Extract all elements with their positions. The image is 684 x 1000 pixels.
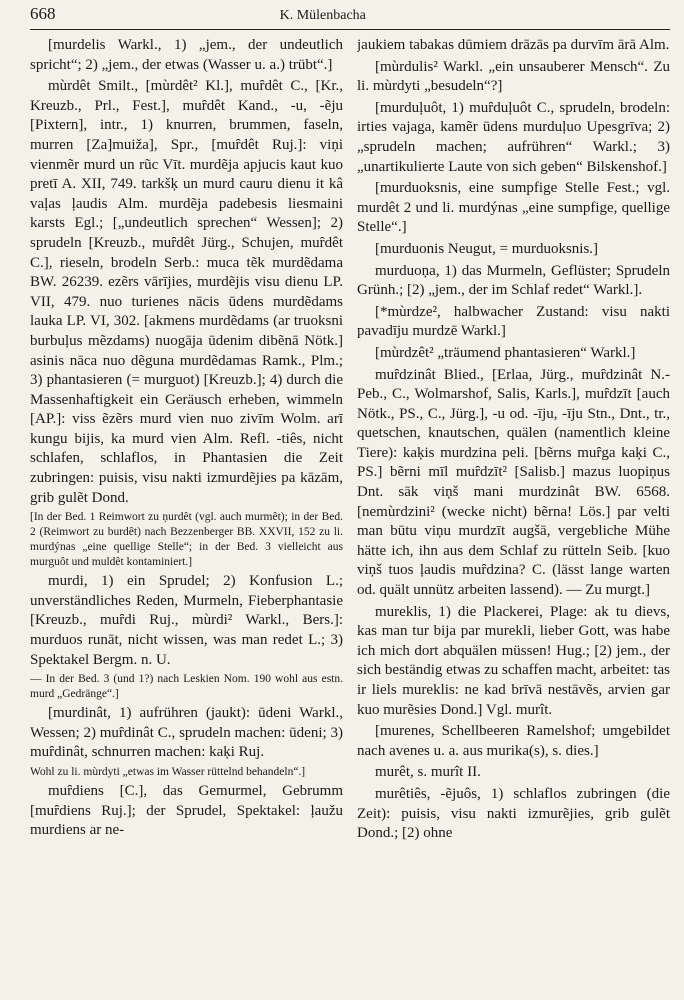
etymology-note-murdet: [In der Bed. 1 Reimwort zu ņurdêt (vgl. auch murmêt); in der Bed. 2 (Reimwort zu burdêt) nach Bezzenberger BB. XXVII, 152 zu li. murdýnas „eine quellige Stelle“; in der Bed. 3 vielleicht aus murguôt und muldêt kontaminiert.] bbox=[30, 511, 343, 569]
page-header bbox=[30, 4, 670, 30]
left-column bbox=[30, 36, 343, 996]
entry-murdzinat: muȓdzinât Blied., [Erlaa, Jürg., muȓdzinât N.-Peb., C., Wolmarshof, Salis, Karls.], muȓdzīt [auch Nötk., PS., C., Jürg.], -u od. -īju, -īju Stn., Dnt., tr., quetschen, knautschen, quälen (namentlich kleine Tiere): kaķis murdzina peli. [bẽrns muȓga kaķi C., PS.] bẽrni mīl muȓdzīt² [Salisb.] mazus luopiņus Dnt. sāk viņš mani murdzinât BW. 6568. [nemùrdzini² (wecke nicht) bẽrna! Lös.] par velti man būtu viņu murdzīt augšā, vergebliche Mühe hätte ich, ihn aus dem Schlaf zu rütteln Seib. [kuo viņš tuos ļaudis muȓdzina? C. (lässt lange warten od. quält unnütz arbeiten lassend). — Zu murgt.] bbox=[357, 366, 670, 599]
page-number: 668 bbox=[30, 4, 56, 23]
entry-murdzet: [mùrdzêt² „träumend phantasieren“ Warkl.] bbox=[375, 344, 636, 361]
entry-mureklis: mureklis, 1) die Plackerei, Plage: ak tu dievs, kas man tur bija par murekli, lieber Gott, was habe ich mich dort abquälen müssen! Hug.; [2) jem., der sich beständig etwas zu schaffen macht, arbeitet: tas ir liels mureklis: ne kad brīvā nestāvẽs, arvien gar kuo murẽsies Dond.] Vgl. murît. bbox=[357, 603, 670, 718]
entry-murdinat: [murdinât, 1) aufrühren (jaukt): ūdeni Warkl., Wessen; 2) muȓdinât C., sprudeln machen: ūdeni; 3) muȓdinât, schnurren machen: kaķi Ruj. bbox=[30, 705, 343, 761]
entry-murdet: mùrdêt Smilt., [mùrdêt² Kl.], muȓdêt C., [Kr., Kreuzb., Prl., Fest.], muȓdêt Kand., -u, -ẽju [Pixtern], intr., 1) knurren, brummen, faseln, murren [Za]muiža], Spr., [muȓdêt Ruj.]: viņi vienmẽr murd un rũc Vīt. murdẽja apjucis kaut kuo pretī A. XII, 749. tarkšķ un murd cauru dienu it kâ vaļas ļaudis Alm. murdẽja padebesis liesmaini karsts Egl.; [„undeutlich sprechen“ Wessen]; 2) sprudeln [Kreuzb., muȓdêt Jürg., Schujen, muȓdêt C.], rieseln, brodeln Serb.: muca tẽk murdẽdama BW. 26239. ezẽrs vārījies, murdẽjis visu dienu LP. VII, 479. nuo turienes nācis ūdens murdẽdams lauka LP. VI, 302. [akmens murdẽdams (ar truoksni burbuļus mẽzdams) nuogāja ūdenim dibẽnā Nötk.] asinis nāca nuo dẽguna murdẽdamas Ramk., Plm.; 3) phantasieren (= murguot) [Kreuzb.]; 4) durch die Massenhaftigkeit ein Geräusch erheben, wimmeln [AP.]: viss ẽzẽrs murd vien nuo zivīm Wolm. arī kungu bijis, ka murd vien Alm. Refl. -tiês, nicht schlafen, schlaflos, in Phantasien die Zeit zubringen: puisis, visu nakti izmurdẽjies pa kāzām, grib gulẽt Dond. bbox=[30, 78, 343, 506]
etymology-note-murdi: — In der Bed. 3 (und 1?) nach Leskien Nom. 190 wohl aus estn. murd „Gedränge“.] bbox=[30, 673, 343, 701]
entry-murduona: murduoņa, 1) das Murmeln, Geflüster; Sprudeln Grünh.; [2) „jem., der im Schlaf redet“ Warkl.]. bbox=[357, 262, 670, 299]
entry-murdi: murdi, 1) ein Sprudel; 2) Konfusion L.; unverständliches Reden, Murmeln, Fieberphantasie [Kreuzb., muȓdi Ruj., mùrdi² Warkl., Bers.]: murduos runāt, nicht wissen, was man redet L.; 3) Spektakel Bergm. n. U. bbox=[30, 573, 343, 668]
etymology-note-murdinat: Wohl zu li. mùrdyti „etwas im Wasser rüttelnd behandeln“.] bbox=[30, 766, 306, 778]
entry-murduoksnis: [murduoksnis, eine sumpfige Stelle Fest.; vgl. murdêt 2 und li. murdýnas „eine sumpfige, quellige Stelle“.] bbox=[357, 180, 670, 236]
right-column bbox=[357, 36, 670, 996]
entry-muret: murêt, s. murît II. bbox=[375, 764, 481, 781]
two-column-body bbox=[30, 36, 670, 996]
entry-murenes: [murenes, Schellbeeren Ramelshof; umgebildet nach avenes u. a. aus murika(s), s. dies.] bbox=[357, 723, 670, 759]
entry-murduonis: [murduonis Neugut, = murduoksnis.] bbox=[375, 240, 599, 257]
entry-murdulot: [murduļuôt, 1) muȓduļuôt C., sprudeln, brodeln: irties vajaga, kamẽr ūdens murduļuo Upesgrīva; 2) „sprudeln machen; aufrühren“ Warkl.; 3) „unartikulierte Laute von sich geben“ Bilskenshof.] bbox=[357, 99, 670, 175]
entry-murdelis: [murdelis Warkl., 1) „jem., der undeutlich spricht“; 2) „jem., der etwas (Wasser u. a.) trübt“.] bbox=[30, 37, 343, 73]
entry-murdiens: muȓdiens [C.], das Gemurmel, Gebrumm [muȓdiens Ruj.]; der Sprudel, Spektakel: ļaužu murdiens ar ne- bbox=[30, 783, 343, 839]
running-title: K. Mülenbacha bbox=[279, 8, 366, 23]
entry-continuation: jaukiem tabakas dūmiem drāzās pa durvīm ārā Alm. bbox=[357, 37, 670, 53]
entry-murdze: [*mùrdze², halbwacher Zustand: visu nakti pavadīju murdzē Warkl.] bbox=[357, 303, 670, 340]
entry-muretics: murêtiês, -ẽjuôs, 1) schlaflos zubringen (die Zeit): puisis, visu nakti izmurẽjies, grib gulẽt Dond.; [2) ohne bbox=[357, 785, 670, 842]
entry-murdulis: [mùrdulis² Warkl. „ein unsauberer Mensch“. Zu li. mùrdyti „besudeln“?] bbox=[357, 58, 670, 95]
